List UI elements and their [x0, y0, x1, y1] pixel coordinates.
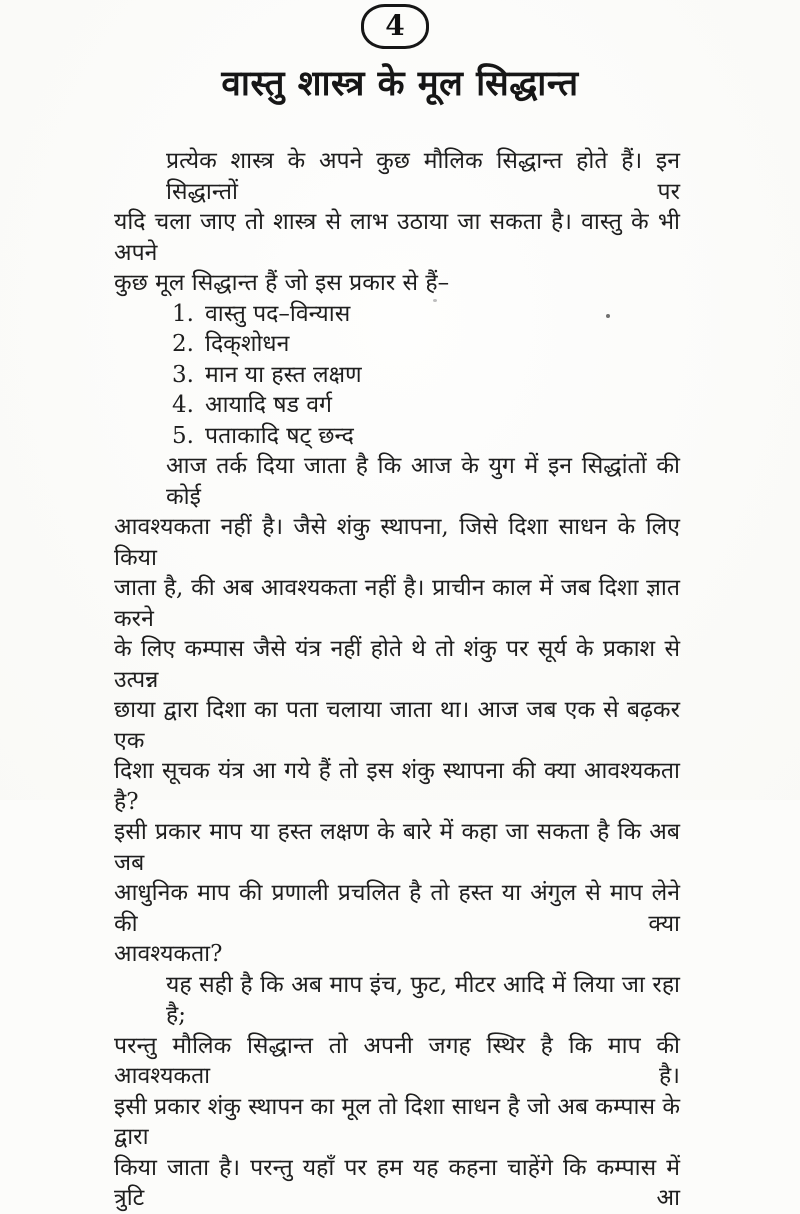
- text-line: आवश्यकता?: [114, 941, 223, 967]
- list-item-number: 4.: [172, 392, 194, 418]
- body-text: [114, 146, 680, 1214]
- paragraph: [114, 451, 680, 970]
- text-line: इसी प्रकार माप या हस्त लक्षण के बारे में कहा जा सकता है कि अब जब: [114, 819, 680, 876]
- list-item-text: वास्तु पद–विन्यास: [205, 300, 351, 327]
- paragraph: [114, 146, 680, 299]
- text-line: के लिए कम्पास जैसे यंत्र नहीं होते थे तो शंकु पर सूर्य के प्रकाश से उत्पन्न: [114, 636, 680, 693]
- text-line: दिशा सूचक यंत्र आ गये हैं तो इस शंकु स्थापना की क्या आवश्यकता है?: [114, 758, 680, 815]
- list-item: [172, 390, 680, 421]
- scan-artifact-dot: [606, 314, 610, 318]
- list-item: [172, 329, 680, 360]
- text-line: आधुनिक माप की प्रणाली प्रचलित है तो हस्त या अंगुल से माप लेने की क्या: [114, 880, 680, 937]
- text-line: प्रत्येक शास्त्र के अपने कुछ मौलिक सिद्धान्त होते हैं। इन सिद्धान्तों पर: [166, 148, 680, 205]
- text-line: यदि चला जाए तो शास्त्र से लाभ उठाया जा सकता है। वास्तु के भी अपने: [114, 209, 680, 266]
- text-line: आवश्यकता नहीं है। जैसे शंकु स्थापना, जिसे दिशा साधन के लिए किया: [114, 514, 680, 571]
- list-item-text: पताकादि षट् छन्द: [205, 422, 354, 449]
- list-item: [172, 421, 680, 452]
- text-line: जाता है, की अब आवश्यकता नहीं है। प्राचीन काल में जब दिशा ज्ञात करने: [114, 575, 680, 632]
- list-item: [172, 360, 680, 391]
- list-item-number: 2.: [172, 331, 194, 357]
- list-item: [172, 299, 680, 330]
- list-item-number: 3.: [172, 361, 194, 388]
- text-line: कुछ मूल सिद्धान्त हैं जो इस प्रकार से हैं–: [114, 270, 450, 296]
- list-item-text: मान या हस्त लक्षण: [205, 361, 362, 388]
- text-line: यह सही है कि अब माप इंच, फुट, मीटर आदि में लिया जा रहा है;: [166, 971, 680, 1028]
- text-line: आज तर्क दिया जाता है कि आज के युग में इन सिद्धांतों की कोई: [166, 453, 680, 510]
- text-line: किया जाता है। परन्तु यहाँ पर हम यह कहना चाहेंगे कि कम्पास में त्रुटि आ: [114, 1154, 680, 1211]
- chapter-number-badge: [361, 4, 429, 49]
- page-title: वास्तु शास्त्र के मूल सिद्धान्त: [221, 63, 579, 104]
- scan-artifact-dot: [433, 299, 437, 302]
- paragraph: [114, 970, 680, 1214]
- list-item-text: आयादि षड वर्ग: [205, 392, 332, 418]
- chapter-number: 4: [385, 9, 405, 42]
- list-item-number: 5.: [172, 422, 194, 449]
- text-line: छाया द्वारा दिशा का पता चलाया जाता था। आज जब एक से बढ़कर एक: [114, 697, 680, 754]
- text-line: इसी प्रकार शंकु स्थापन का मूल तो दिशा साधन है जो अब कम्पास के द्वारा: [114, 1093, 680, 1150]
- list-item-number: 1.: [172, 300, 194, 327]
- principles-list: [114, 299, 680, 452]
- text-line: परन्तु मौलिक सिद्धान्त तो अपनी जगह स्थिर है कि माप की आवश्यकता है।: [114, 1032, 680, 1089]
- list-item-text: दिक्‌शोधन: [205, 331, 290, 357]
